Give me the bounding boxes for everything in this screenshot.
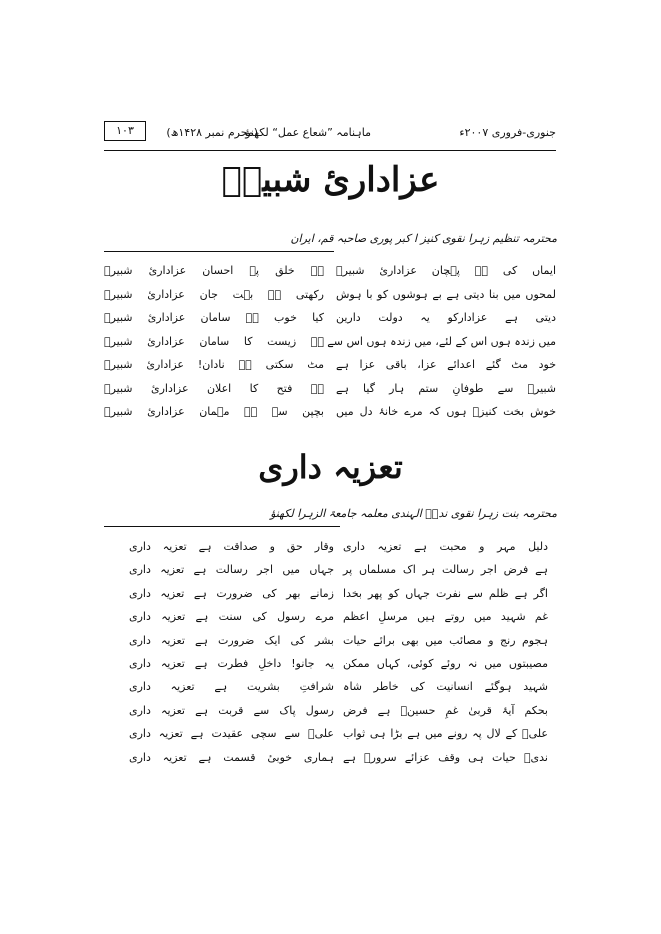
poem1-line — [104, 405, 556, 429]
poem2-verse: زمانے بھر کی ضرورت ہے تعزیہ داری — [129, 586, 334, 600]
poem1-line-first-half: دیتی ہے عزادارکو یہ دولت دارین — [336, 311, 556, 324]
poem1-line-first-half: شبیرؑ سے طوفانِ ستم ہار گیا ہے — [336, 381, 556, 395]
poem1-line-first-half: لمحوں میں بنا دیتی ہے بے ہوشوں کو با ہوش — [336, 287, 556, 301]
poem1-line-second-half: کیا خوب ہے سامان عزاداریٔ شبیرؑ — [104, 311, 324, 324]
poem2-verse: مرے رسول کی سنت ہے تعزیہ داری — [129, 610, 334, 624]
poem1-line-first-half: میں زندہ ہوں اس کے لئے، میں زندہ ہوں اس سے — [327, 334, 556, 348]
poem1-line — [104, 358, 556, 382]
poem1-line-first-half: خود مٹ گئے اعدائے عزا، باقی عزا ہے — [336, 358, 556, 371]
poem1-line — [104, 311, 556, 335]
poem2-verse: علیؑ سے سچی عقیدت ہے تعزیہ داری — [129, 727, 334, 741]
poem2-verse: رسول پاک سے قربت ہے تعزیہ داری — [129, 703, 334, 717]
poem2-verse: شرافتِ بشریت ہے تعزیہ داری — [129, 680, 334, 694]
poem2-title: تعزیہ داری — [258, 448, 403, 486]
header-issue: (محرم نمبر ۱۴۲۸ھ) — [166, 126, 258, 139]
poem1-line — [104, 264, 556, 288]
poem1-line-second-half: ہے خلق پہ احسان عزاداریٔ شبیرؑ — [104, 264, 324, 277]
poem2-verse: بشر کی ایک ضرورت ہے تعزیہ داری — [129, 633, 334, 647]
poem1-line-second-half: مٹ سکتی ہے نادان! عزاداریٔ شبیرؑ — [104, 358, 324, 371]
poem2-left-column — [129, 540, 334, 774]
poem2-verse: وقار حق و صداقت ہے تعزیہ داری — [129, 540, 334, 553]
poem2-verse: غم شہید میں روتے ہیں مرسلِ اعظم — [343, 610, 548, 624]
poem2-verse: ہماری خوبیٔ قسمت ہے تعزیہ داری — [129, 750, 334, 764]
poem2-verse: ہجوم رنج و مصائب میں بھی برائے حیات — [343, 633, 548, 647]
header-date: جنوری-فروری ۲۰۰۷ء — [459, 126, 556, 139]
poem2-right-column — [343, 540, 548, 774]
poem1-line-first-half: ایماں کی ہے پہچان عزاداریٔ شبیرؑ — [336, 264, 556, 277]
poem1-line-second-half: ہے فتح کا اعلان عزاداریٔ شبیرؑ — [104, 381, 324, 395]
poem1-body — [104, 264, 556, 429]
header-magazine-name: ماہنامہ ”شعاع عمل“ لکھنؤ — [245, 126, 371, 139]
poem1-line — [104, 335, 556, 359]
poem2-verse: جہاں میں اجر رسالت ہے تعزیہ داری — [129, 563, 334, 577]
poem1-line — [104, 288, 556, 312]
poem2-verse: ندیؔ حیات ہی وقف عزائے سرورؑ ہے — [343, 750, 548, 764]
poem1-line-second-half: ہے زیست کا سامان عزاداریٔ شبیرؑ — [104, 334, 324, 348]
poem2-verse: شہید ہوگئے انسانیت کی خاطر شاہ — [343, 680, 548, 694]
poem2-verse: بحکم آیۂ قربیٰ غمِ حسینؑ ہے فرض — [343, 703, 548, 717]
page-number: ۱۰۳ — [104, 121, 146, 141]
poem2-verse: علیؑ کے لال پہ رونے میں ہے بڑا ہی ثواب — [343, 727, 548, 741]
poem1-line-second-half: بچپن سے ہے مہمان عزاداریٔ شبیرؑ — [104, 405, 324, 418]
poem1-line-second-half: رکھتی ہے بہت جان عزاداریٔ شبیرؑ — [104, 287, 324, 301]
header-divider — [104, 150, 556, 151]
poem1-author: محترمہ تنظیم زہرا نقوی کنیز ا کبر پوری صاحبہ قم، ایران — [290, 232, 557, 245]
poem2-author-underline — [104, 526, 340, 527]
poem2-verse: یہ جانو! داخلِ فطرت ہے تعزیہ داری — [129, 656, 334, 670]
poem1-author-underline — [104, 251, 334, 252]
poem2-verse: دلیل مہر و محبت ہے تعزیہ داری — [343, 540, 548, 553]
poem1-title: عزاداریٔ شبیرؑ — [221, 160, 440, 200]
running-header — [104, 118, 556, 148]
poem2-verse: ہے فرض اجر رسالت ہر اک مسلماں پر — [343, 563, 548, 577]
poem1-line — [104, 382, 556, 406]
poem2-verse: اگر ہے ظلم سے نفرت جہاں کو پھر بخدا — [343, 586, 548, 600]
poem2-verse: مصیبتوں میں نہ روئے کوئی، کہاں ممکن — [343, 656, 548, 670]
poem2-author: محترمہ بنت زہرا نقوی ندیؔ الہندی معلمہ جامعۃ الزہرا لکھنؤ — [270, 507, 557, 520]
poem1-line-first-half: خوش بخت کنیزؔ ہوں کہ مرے خانۂ دل میں — [336, 405, 556, 418]
